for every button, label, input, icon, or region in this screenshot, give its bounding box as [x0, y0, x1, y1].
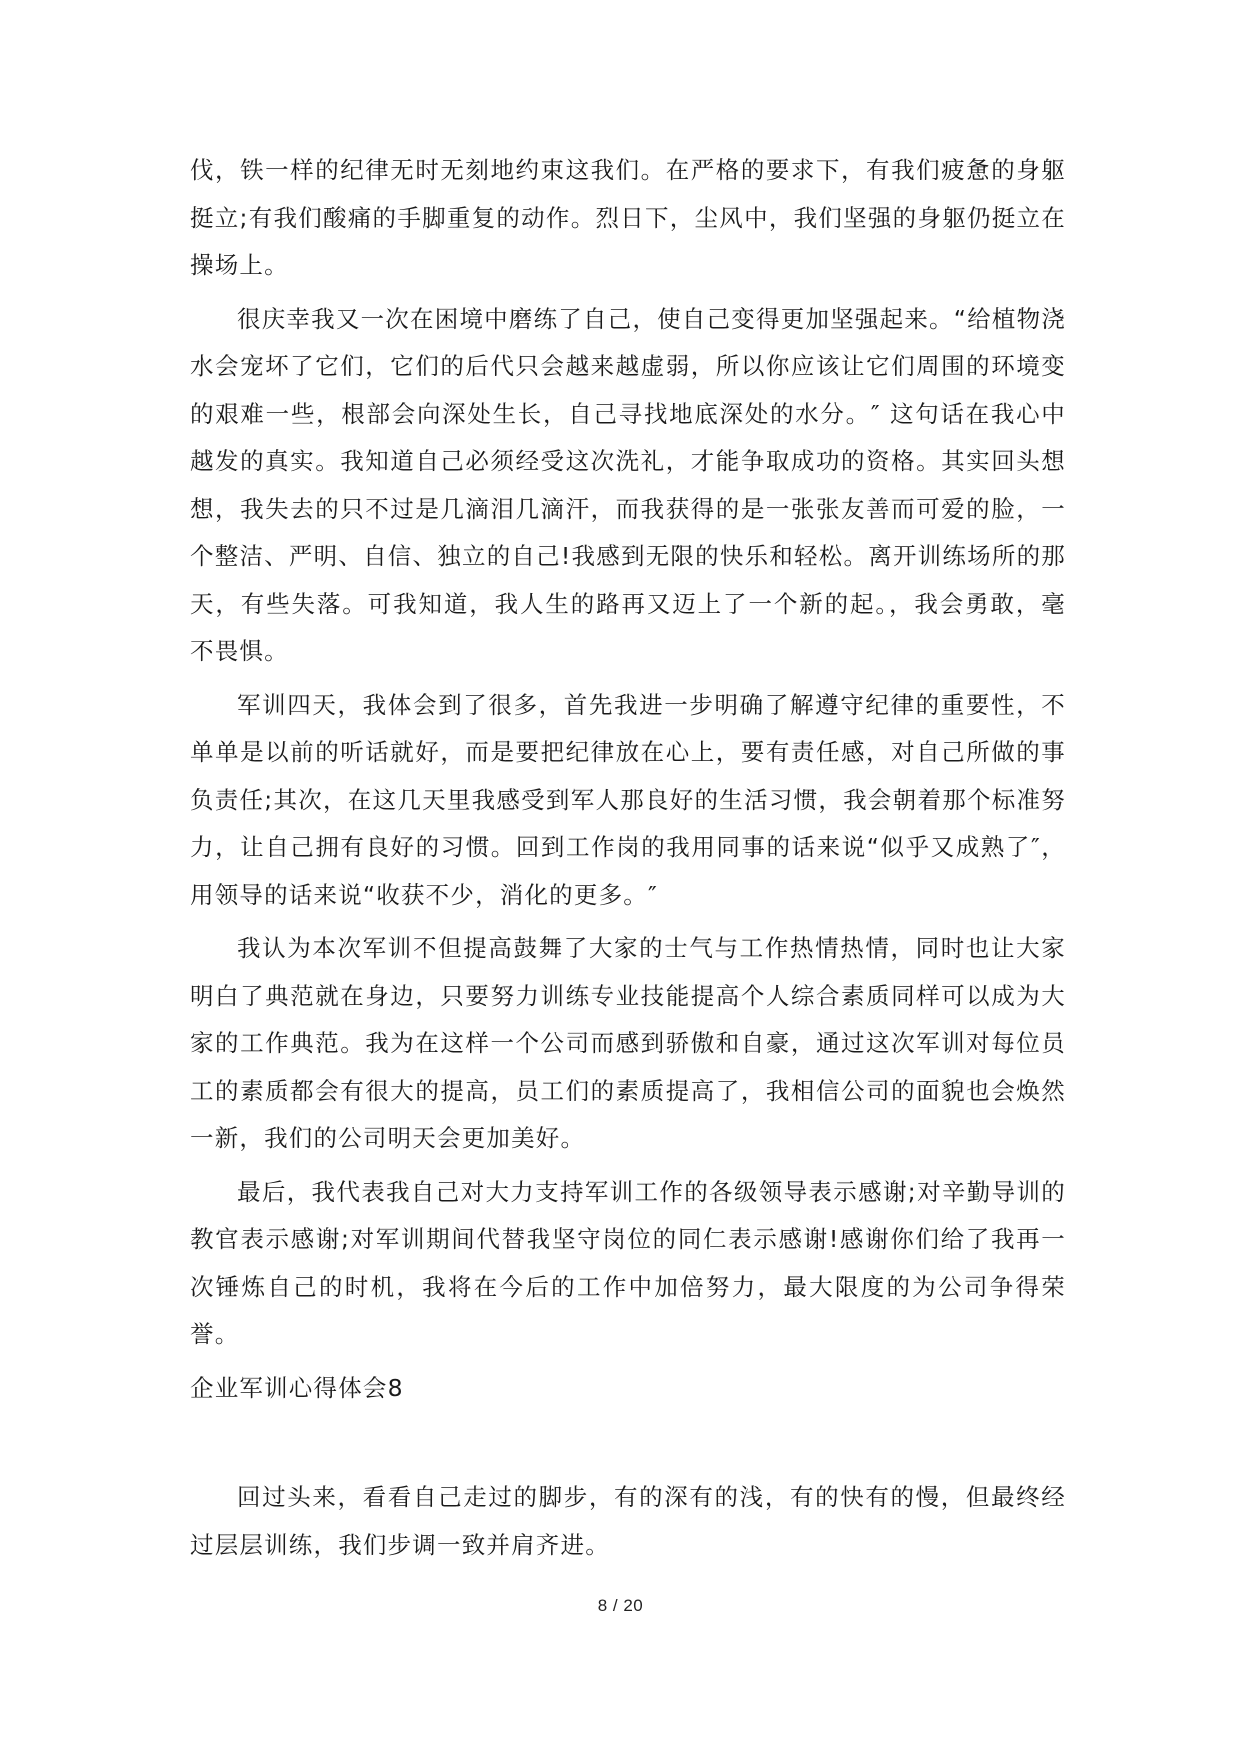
section-heading: 企业军训心得体会8	[190, 1373, 404, 1402]
paragraph: 我认为本次军训不但提高鼓舞了大家的士气与工作热情热情，同时也让大家明白了典范就在身边，只要努力训练专业技能提高个人综合素质同样可以成为大家的工作典范。我为在这样一个公司而感到骄傲和自豪，通过这次军训对每位员工的素质都会有很大的提高，员工们的素质提高了，我相信公司的面貌也会焕然一新，我们的公司明天会更加美好。	[190, 934, 1066, 1152]
document-body	[190, 147, 1066, 1575]
paragraph: 军训四天，我体会到了很多，首先我进一步明确了解遵守纪律的重要性，不单单是以前的听话就好，而是要把纪律放在心上，要有责任感，对自己所做的事负责任;其次，在这几天里我感受到军人那良好的生活习惯，我会朝着那个标准努力，让自己拥有良好的习惯。回到工作岗的我用同事的话来说“似乎又成熟了″，用领导的话来说“收获不少，消化的更多。″	[190, 690, 1066, 909]
paragraph: 很庆幸我又一次在困境中磨练了自己，使自己变得更加坚强起来。“给植物浇水会宠坏了它们，它们的后代只会越来越虚弱，所以你应该让它们周围的环境变的艰难一些，根部会向深处生长，自己寻找地底深处的水分。″ 这句话在我心中越发的真实。我知道自己必须经受这次洗礼，才能争取成功的资格。其实回头想想，我失去的只不过是几滴泪几滴汗，而我获得的是一张张友善而可爱的脸，一个整洁、严明、自信、独立的自己!我感到无限的快乐和轻松。离开训练场所的那天，有些失落。可我知道，我人生的路再又迈上了一个新的起。，我会勇敢，毫不畏惧。	[190, 304, 1066, 665]
section-spacer	[190, 1412, 1066, 1474]
paragraph: 回过头来，看看自己走过的脚步，有的深有的浅，有的快有的慢，但最终经过层层训练，我们步调一致并肩齐进。	[190, 1483, 1066, 1559]
paragraph: 最后，我代表我自己对大力支持军训工作的各级领导表示感谢;对辛勤导训的教官表示感谢;对军训期间代替我坚守岗位的同仁表示感谢!感谢你们给了我再一次锤炼自己的时机，我将在今后的工作中加倍努力，最大限度的为公司争得荣誉。	[190, 1177, 1066, 1348]
page-number: 8 / 20	[597, 1596, 644, 1615]
paragraph: 伐，铁一样的纪律无时无刻地约束这我们。在严格的要求下，有我们疲惫的身躯挺立;有我们酸痛的手脚重复的动作。烈日下，尘风中，我们坚强的身躯仍挺立在操场上。	[190, 156, 1066, 279]
